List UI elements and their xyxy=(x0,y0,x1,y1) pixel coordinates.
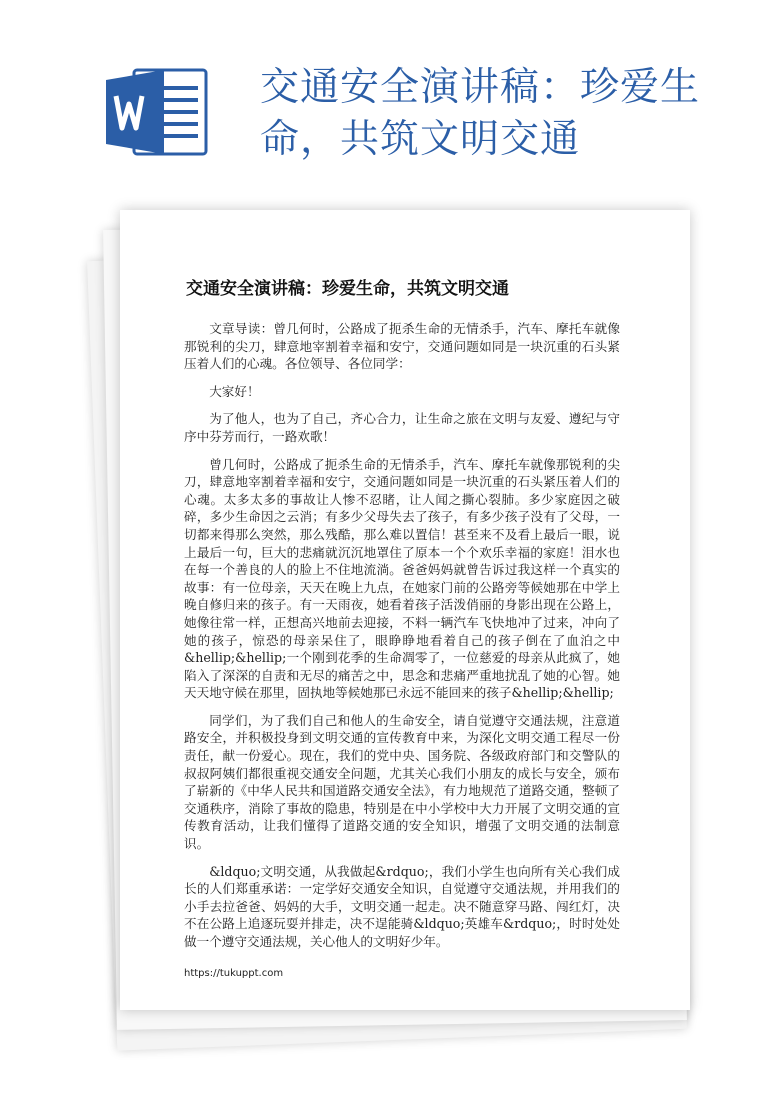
paragraph: 曾几何时，公路成了扼杀生命的无情杀手，汽车、摩托车就像那锐利的尖刀，肆意地宰割着幸福和安宁，交通问题如同是一块沉重的石头紧压着人们的心魂。太多太多的事故让人惨不忍睹，让人闻之撕心裂肺。多少家庭因之破碎，多少生命因之云消；有多少父母失去了孩子，有多少孩子没有了父母，一切都来得那么突然，那么残酷，那么难以置信！甚至来不及看上最后一眼，说上最后一句，巨大的悲痛就沉沉地罩住了原本一个个欢乐幸福的家庭！泪水也在每一个善良的人的脸上不住地流淌。爸爸妈妈就曾告诉过我这样一个真实的故事：有一位母亲，天天在晚上九点，在她家门前的公路旁等候她那在中学上晚自修归来的孩子。有一天雨夜，她看着孩子活泼俏丽的身影出现在公路上，她像往常一样，正想高兴地前去迎接，不料一辆汽车飞快地冲了过来，冲向了她的孩子，惊恐的母亲呆住了，眼睁睁地看着自己的孩子倒在了血泊之中&hellip;&hellip;一个刚到花季的生命凋零了，一位慈爱的母亲从此疯了，她陷入了深深的自责和无尽的痛苦之中，思念和悲痛严重地扰乱了她的心智。她天天地守候在那里，固执地等候她那已永远不能回来的孩子&hellip;&hellip; xyxy=(184,456,620,701)
document-body xyxy=(184,320,620,961)
document-title: 交通安全演讲稿：珍爱生命，共筑文明交通 xyxy=(186,279,509,299)
paragraph: 为了他人，也为了自己，齐心合力，让生命之旅在文明与友爱、遵纪与守序中芬芳而行，一路欢歌！ xyxy=(184,411,620,444)
word-document-icon xyxy=(106,66,210,158)
header-title: 交通安全演讲稿：珍爱生命，共筑文明交通 xyxy=(260,65,701,162)
paragraph: 同学们，为了我们自己和他人的生命安全，请自觉遵守交通法规，注意道路安全，并积极投身到文明交通的宣传教育中来，为深化文明交通工程尽一份责任，献一份爱心。现在，我们的党中央、国务院、各级政府部门和交警队的叔叔阿姨们都很重视交通安全问题，尤其关心我们小朋友的成长与安全，颁布了崭新的《中华人民共和国道路交通安全法》，有力地规范了道路交通，整顿了交通秩序，消除了事故的隐患，特别是在中小学校中大力开展了文明交通的宣传教育活动，让我们懂得了道路交通的安全知识，增强了文明交通的法制意识。 xyxy=(184,712,620,852)
paragraph: 文章导读：曾几何时，公路成了扼杀生命的无情杀手，汽车、摩托车就像那锐利的尖刀，肆意地宰割着幸福和安宁，交通问题如同是一块沉重的石头紧压着人们的心魂。各位领导、各位同学： xyxy=(184,321,620,372)
document-page xyxy=(120,210,690,1010)
source-url: https://tukuppt.com xyxy=(184,968,284,979)
paragraph: 大家好！ xyxy=(209,383,260,399)
paragraph: &ldquo;文明交通，从我做起&rdquo;，我们小学生也向所有关心我们成长的人们郑重承诺：一定学好交通安全知识，自觉遵守交通法规，并用我们的小手去拉爸爸、妈妈的大手，文明交通一起走。决不随意穿马路、闯红灯，决不在公路上追逐玩耍并排走，决不逞能骑&ldquo;英雄车&rdquo;，时时处处做一个遵守交通法规，关心他人的文明好少年。 xyxy=(184,863,620,949)
page-header xyxy=(0,0,780,200)
